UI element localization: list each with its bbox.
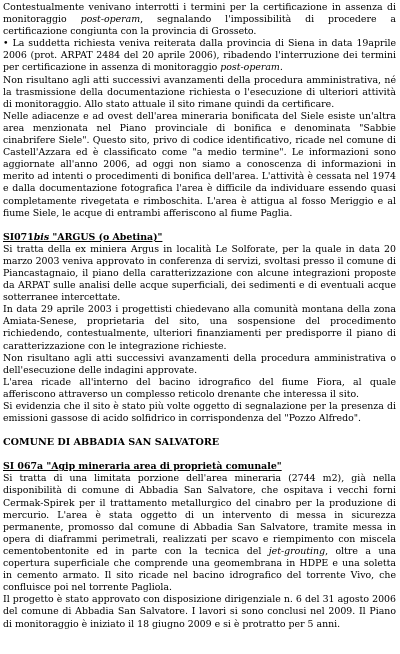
paragraph: Si tratta della ex miniera Argus in località Le Solforate, per la quale in data 20 marzo 2003 veniva approvato in conferenza di servizi, svoltasi presso il comune di Piancastagnaio, il piano della caratterizzazione con alcune integrazioni proposte da ARPAT sulle analisi delle acque superficiali, dei sedimenti e di eventuali acque sotterranee intercettate. xyxy=(3,243,396,304)
section-title-argus: SI071bis "ARGUS (o Abetina)" xyxy=(3,231,163,243)
paragraph: • La suddetta richiesta veniva reiterata dalla provincia di Siena in data 19aprile 2006 (prot. ARPAT 2484 del 20 aprile 2006), ribadendo l'interruzione dei termini per certificazione in assenza di monitoraggio post-operam. xyxy=(3,38,396,74)
paragraph: Contestualmente venivano interrotti i termini per la certificazione in assenza di monitoraggio post-operam, segnalando l'impossibilità di procedere a certificazione congiunta con la provincia di Grosseto. xyxy=(3,2,396,38)
paragraph: Si tratta di una limitata porzione dell'area mineraria (2744 m2), già nella disponibilità di comune di Abbadia San Salvatore, che ospitava i vecchi forni Cermak-Spirek per il trattamento metallurgico del cinabro per la produzione di mercurio. L'area è stata oggetto di un intervento di messa in sicurezza permanente, promosso dal comune di Abbadia San Salvatore, tramite messa in opera di diaframmi perimetrali, realizzati per scavo e riempimento con miscela cementobentonite ed in parte con la tecnica del jet-grouting, oltre a una copertura superficiale che comprende una geomembrana in HDPE e una soletta in cemento armato. Il sito ricade nel bacino idrografico del torrente Vivo, che confluisce poi nel torrente Pagliola. xyxy=(3,473,396,594)
paragraph: L'area ricade all'interno del bacino idrografico del fiume Fiora, al quale afferiscono attraverso un complesso reticolo drenante che interessa il sito. xyxy=(3,376,396,400)
paragraph: Nelle adiacenze e ad ovest dell'area mineraria bonificata del Siele esiste un'altra area menzionata nel Piano provinciale di bonifica e denominata "Sabbie cinabrifere Siele". Questo sito, privo di codice identificativo, ricade nel comune di Castell'Azzara ed è classificato come "a medio termine". Le informazioni sono aggiornate all'anno 2006, ad oggi non siamo a conoscenza di informazioni in merito ad intenti o procedimenti di bonifica dell'area. L'attività è cessata nel 1974 e dalla documentazione fotografica l'area è difficile da individuare essendo quasi completamente rivegetata e rimboschita. L'area è attigua al fosso Meriggio e al fiume Siele, le acque di entrambi afferiscono al fiume Paglia. xyxy=(3,110,396,219)
paragraph: In data 29 aprile 2003 i progettisti chiedevano alla comunità montana della zona Amiata-Senese, proprietaria del sito, una sospensione del procedimento richiedendo, contestualmente, ulteriori finanziamenti per predisporre il piano di caratterizzazione con le integrazione richieste. xyxy=(3,304,396,352)
section-title-agip: SI 067a "Agip mineraria area di proprietà comunale" xyxy=(3,461,282,473)
paragraph: Si evidenzia che il sito è stato più volte oggetto di segnalazione per la presenza di emissioni gassose di acido solfidrico in corrispondenza del "Pozzo Alfredo". xyxy=(3,401,396,425)
paragraph: Non risultano agli atti successivi avanzamenti della procedura amministrativa o dell'esecuzione delle indagini approvate. xyxy=(3,352,396,376)
paragraph: Non risultano agli atti successivi avanzamenti della procedura amministrativa, né la trasmissione della documentazione richiesta o l'esecuzione di ulteriori attività di monitoraggio. Allo stato attuale il sito rimane quindi da certificare. xyxy=(3,74,396,110)
section-heading-abbadia: COMUNE DI ABBADIA SAN SALVATORE xyxy=(3,437,220,449)
paragraph: Il progetto è stato approvato con disposizione dirigenziale n. 6 del 31 agosto 2006 del comune di Abbadia San Salvatore. I lavori si sono conclusi nel 2009. Il Piano di monitoraggio è iniziato il 18 giugno 2009 e si è protratto per 5 anni. xyxy=(3,594,396,630)
